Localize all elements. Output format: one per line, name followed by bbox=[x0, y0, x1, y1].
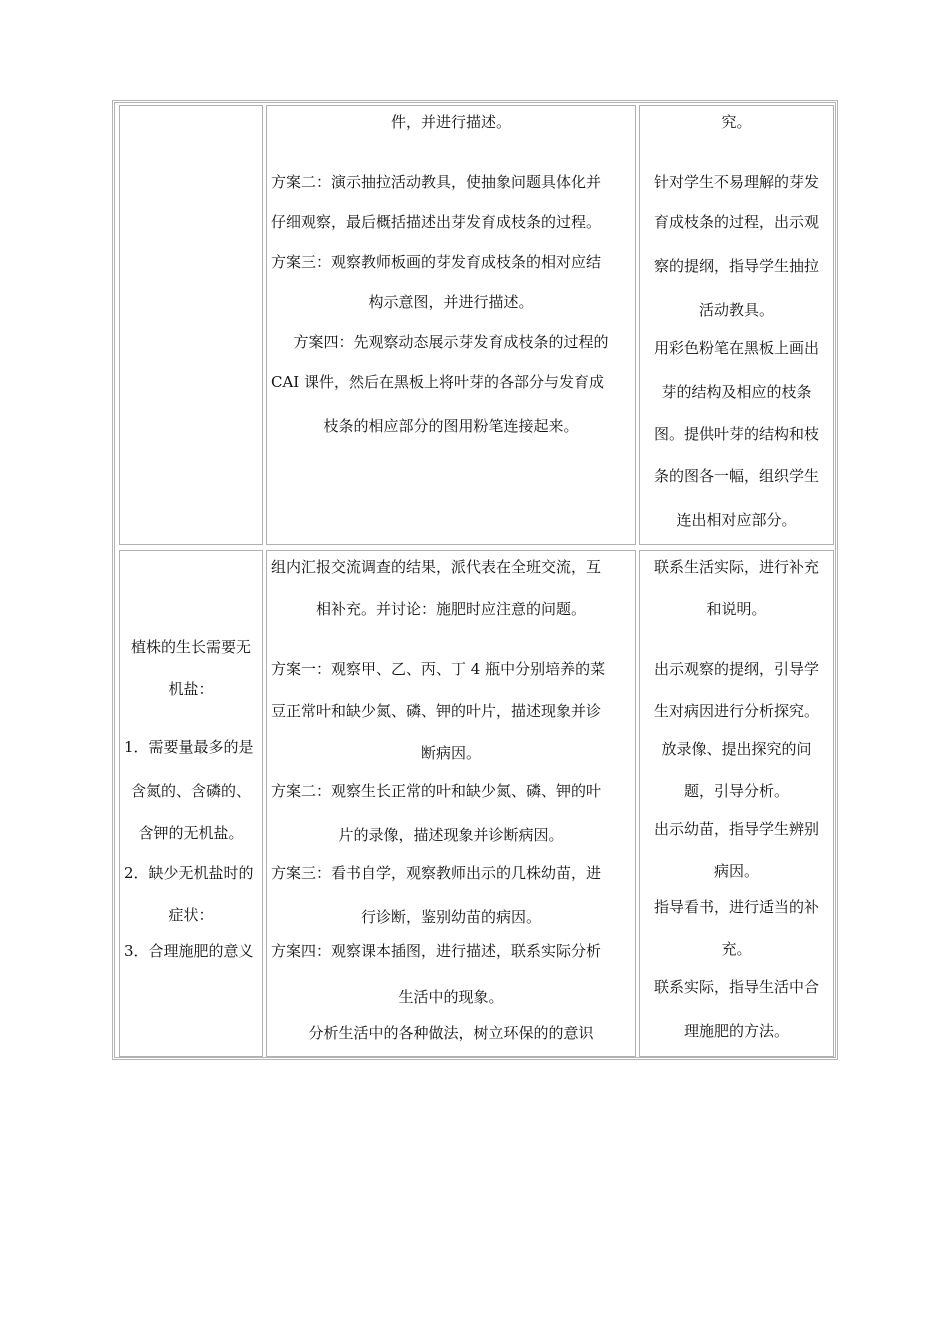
content-line: 2．缺少无机盐时的 bbox=[124, 864, 254, 882]
teacher-line: 联系生活实际，进行补充 bbox=[653, 558, 819, 576]
content-line: 症状： bbox=[168, 906, 214, 924]
teacher-line: 理施肥的方法。 bbox=[683, 1022, 789, 1040]
methods-line: 断病因。 bbox=[420, 744, 481, 762]
methods-cell-row2 bbox=[266, 550, 636, 1057]
methods-line: 方案三：观察教师板画的芽发育成枝条的相对应结 bbox=[271, 253, 602, 271]
methods-line: 生活中的现象。 bbox=[398, 988, 504, 1006]
methods-line: 分析生活中的各种做法，树立环保的的意识 bbox=[308, 1024, 594, 1042]
methods-line: 行诊断，鉴别幼苗的病因。 bbox=[360, 908, 541, 926]
teacher-line: 察的提纲，指导学生抽拉 bbox=[653, 257, 819, 275]
methods-line: 方案四：先观察动态展示芽发育成枝条的过程的 bbox=[293, 333, 609, 351]
teacher-line: 芽的结构及相应的枝条 bbox=[661, 383, 812, 401]
teacher-line: 针对学生不易理解的芽发 bbox=[653, 173, 819, 191]
methods-line: 片的录像，描述现象并诊断病因。 bbox=[338, 826, 564, 844]
teacher-line: 活动教具。 bbox=[698, 301, 774, 319]
methods-line: CAI 课件，然后在黑板上将叶芽的各部分与发育成 bbox=[271, 373, 605, 391]
methods-line: 相补充。并讨论：施肥时应注意的问题。 bbox=[315, 600, 586, 618]
methods-line: 方案二：观察生长正常的叶和缺少氮、磷、钾的叶 bbox=[271, 782, 602, 800]
content-line: 机盐： bbox=[168, 680, 214, 698]
methods-line: 方案三：看书自学，观察教师出示的几株幼苗，进 bbox=[271, 864, 602, 882]
methods-line: 豆正常叶和缺少氮、磷、钾的叶片，描述现象并诊 bbox=[271, 702, 602, 720]
methods-line: 仔细观察，最后概括描述出芽发育成枝条的过程。 bbox=[271, 213, 602, 231]
content-line: 1．需要量最多的是 bbox=[124, 738, 254, 756]
teacher-line: 充。 bbox=[721, 940, 752, 958]
methods-line: 方案一：观察甲、乙、丙、丁 4 瓶中分别培养的菜 bbox=[271, 660, 606, 678]
teacher-line: 图。提供叶芽的结构和枝 bbox=[653, 425, 819, 443]
content-cell-row2 bbox=[119, 550, 263, 1057]
teacher-line: 究。 bbox=[721, 113, 752, 131]
content-line: 植株的生长需要无 bbox=[130, 638, 251, 656]
teacher-line: 和说明。 bbox=[706, 600, 767, 618]
teacher-line: 生对病因进行分析探究。 bbox=[653, 702, 819, 720]
teacher-line: 用彩色粉笔在黑板上画出 bbox=[653, 339, 819, 357]
teacher-line: 联系实际，指导生活中合 bbox=[653, 978, 819, 996]
teacher-cell-row2 bbox=[639, 550, 834, 1057]
content-line: 3．合理施肥的意义 bbox=[124, 942, 254, 960]
methods-line: 枝条的相应部分的图用粉笔连接起来。 bbox=[323, 417, 579, 435]
teacher-line: 出示观察的提纲，引导学 bbox=[653, 660, 819, 678]
methods-line: 构示意图，并进行描述。 bbox=[368, 293, 534, 311]
methods-line: 组内汇报交流调查的结果，派代表在全班交流，互 bbox=[271, 558, 602, 576]
teacher-line: 题，引导分析。 bbox=[683, 782, 789, 800]
methods-line: 方案四：观察课本插图，进行描述，联系实际分析 bbox=[271, 942, 602, 960]
teacher-line: 放录像、提出探究的问 bbox=[661, 740, 812, 758]
content-line: 含氮的、含磷的、 bbox=[130, 782, 251, 800]
teacher-cell-row1 bbox=[639, 105, 834, 545]
methods-line: 件，并进行描述。 bbox=[390, 113, 511, 131]
methods-cell-row1 bbox=[266, 105, 636, 545]
teacher-line: 病因。 bbox=[713, 862, 759, 880]
teacher-line: 连出相对应部分。 bbox=[676, 511, 797, 529]
teacher-line: 条的图各一幅，组织学生 bbox=[653, 467, 819, 485]
lesson-plan-table bbox=[112, 100, 838, 1060]
teacher-line: 指导看书，进行适当的补 bbox=[653, 898, 819, 916]
content-cell-row1 bbox=[119, 105, 263, 545]
teacher-line: 育成枝条的过程，出示观 bbox=[653, 213, 819, 231]
methods-line: 方案二：演示抽拉活动教具，使抽象问题具体化并 bbox=[271, 173, 602, 191]
content-line: 含钾的无机盐。 bbox=[138, 824, 244, 842]
teacher-line: 出示幼苗，指导学生辨别 bbox=[653, 820, 819, 838]
